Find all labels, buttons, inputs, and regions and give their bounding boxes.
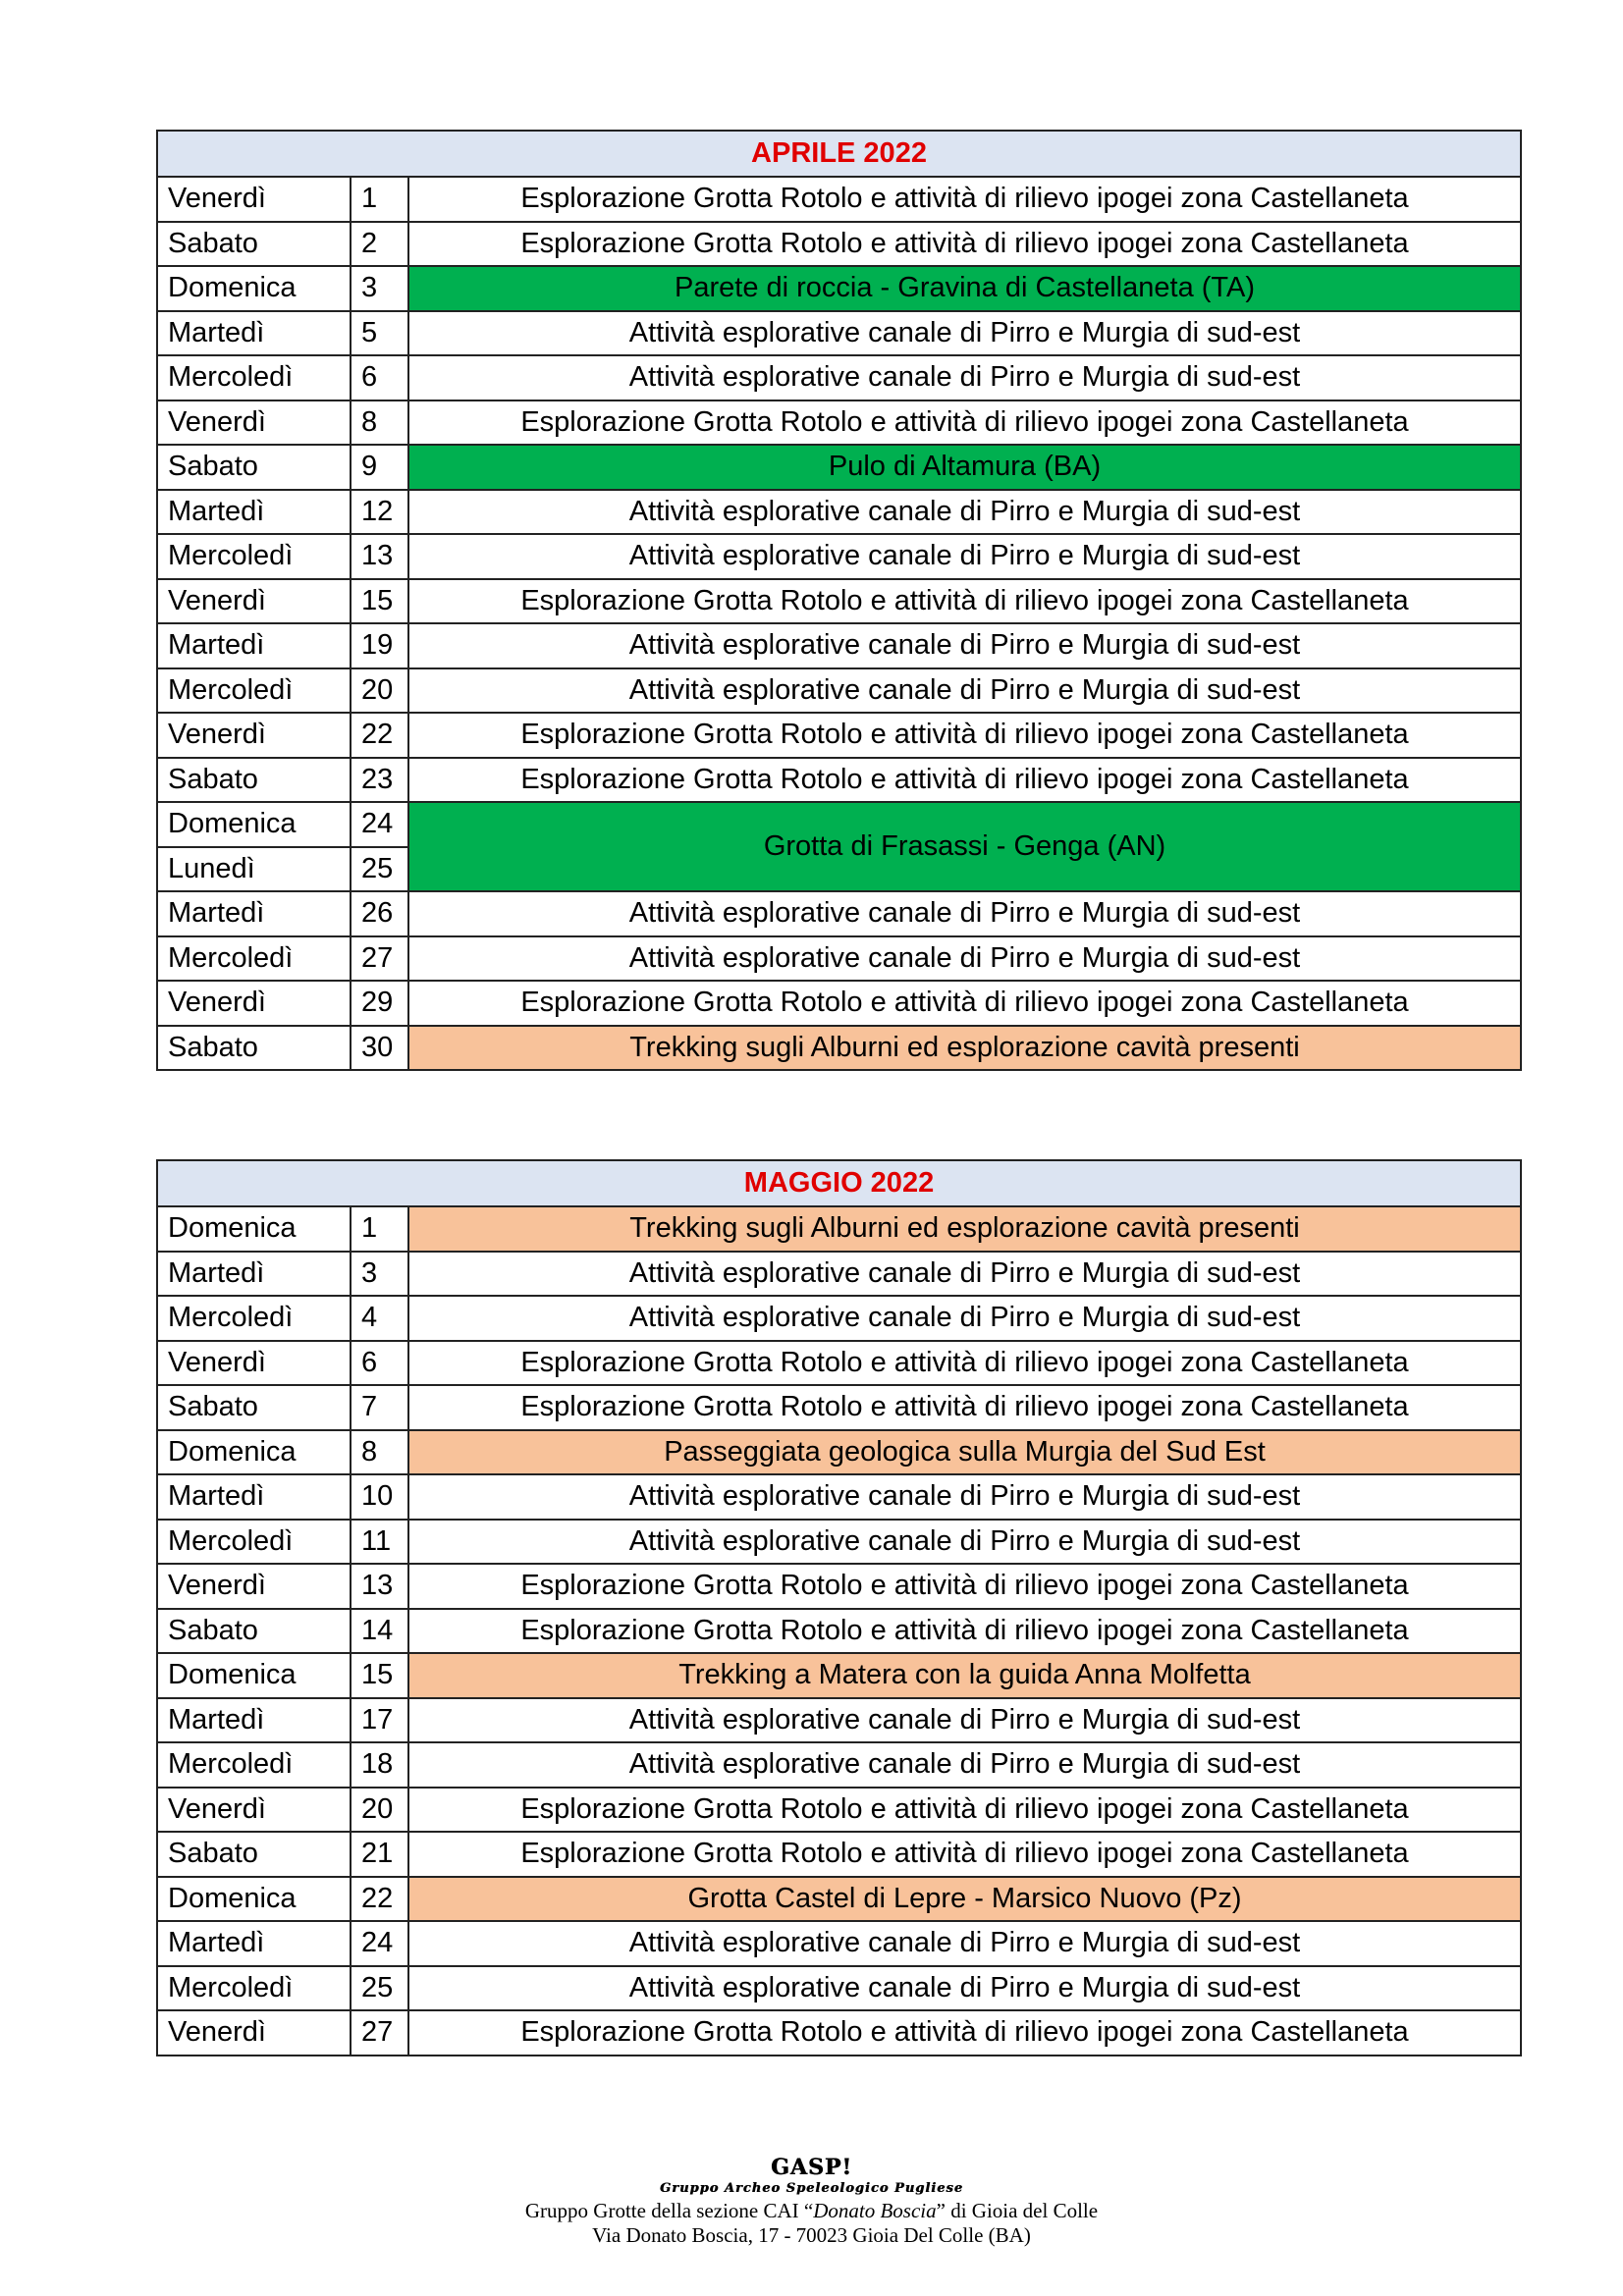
activity-cell: Grotta Castel di Lepre - Marsico Nuovo (Pz)	[408, 1877, 1521, 1922]
activity-cell: Esplorazione Grotta Rotolo e attività di rilievo ipogei zona Castellaneta	[408, 1564, 1521, 1609]
day-name-cell: Venerdì	[157, 981, 351, 1026]
day-number-cell: 3	[351, 1252, 408, 1297]
activity-cell: Attività esplorative canale di Pirro e Murgia di sud-est	[408, 355, 1521, 400]
activity-cell: Esplorazione Grotta Rotolo e attività di rilievo ipogei zona Castellaneta	[408, 1341, 1521, 1386]
day-number-cell: 1	[351, 1206, 408, 1252]
day-number-cell: 17	[351, 1698, 408, 1743]
table-row	[157, 623, 1521, 668]
table-row	[157, 1788, 1521, 1833]
day-name-cell: Domenica	[157, 802, 351, 847]
day-name-cell: Mercoledì	[157, 668, 351, 714]
day-name-cell: Sabato	[157, 445, 351, 490]
day-number-cell: 20	[351, 668, 408, 714]
footer-line-1-name: Donato Boscia	[813, 2199, 937, 2222]
activity-cell: Attività esplorative canale di Pirro e Murgia di sud-est	[408, 1742, 1521, 1788]
footer-line-1-post: ” di Gioia del Colle	[936, 2199, 1099, 2222]
table-row	[157, 490, 1521, 535]
day-number-cell: 19	[351, 623, 408, 668]
footer-line-1-pre: Gruppo Grotte della sezione CAI “	[524, 2199, 814, 2222]
activity-cell: Esplorazione Grotta Rotolo e attività di rilievo ipogei zona Castellaneta	[408, 177, 1521, 222]
day-name-cell: Mercoledì	[157, 534, 351, 579]
footer-line-1	[0, 2199, 1623, 2223]
day-name-cell: Sabato	[157, 1832, 351, 1877]
activity-cell: Esplorazione Grotta Rotolo e attività di rilievo ipogei zona Castellaneta	[408, 758, 1521, 803]
activity-cell: Attività esplorative canale di Pirro e Murgia di sud-est	[408, 1252, 1521, 1297]
table-row	[157, 1609, 1521, 1654]
activity-cell: Attività esplorative canale di Pirro e Murgia di sud-est	[408, 623, 1521, 668]
activity-cell: Esplorazione Grotta Rotolo e attività di rilievo ipogei zona Castellaneta	[408, 579, 1521, 624]
day-name-cell: Venerdì	[157, 1788, 351, 1833]
calendar-table-april	[156, 130, 1522, 1071]
day-number-cell: 1	[351, 177, 408, 222]
day-name-cell: Martedì	[157, 1921, 351, 1966]
day-number-cell: 24	[351, 1921, 408, 1966]
day-number-cell: 6	[351, 355, 408, 400]
day-name-cell: Mercoledì	[157, 1966, 351, 2011]
table-row	[157, 1430, 1521, 1475]
activity-cell: Trekking sugli Alburni ed esplorazione cavità presenti	[408, 1026, 1521, 1071]
table-row	[157, 758, 1521, 803]
day-number-cell: 30	[351, 1026, 408, 1071]
table-row	[157, 1341, 1521, 1386]
day-number-cell: 22	[351, 713, 408, 758]
activity-cell: Attività esplorative canale di Pirro e Murgia di sud-est	[408, 1966, 1521, 2011]
day-number-cell: 18	[351, 1742, 408, 1788]
day-name-cell: Martedì	[157, 1698, 351, 1743]
day-name-cell: Lunedì	[157, 847, 351, 892]
day-name-cell: Sabato	[157, 1026, 351, 1071]
activity-cell: Esplorazione Grotta Rotolo e attività di rilievo ipogei zona Castellaneta	[408, 222, 1521, 267]
table-row	[157, 1832, 1521, 1877]
day-name-cell: Domenica	[157, 1877, 351, 1922]
day-name-cell: Sabato	[157, 1609, 351, 1654]
activity-cell: Attività esplorative canale di Pirro e Murgia di sud-est	[408, 936, 1521, 982]
table-row	[157, 936, 1521, 982]
day-name-cell: Sabato	[157, 758, 351, 803]
table-row	[157, 311, 1521, 356]
day-number-cell: 26	[351, 891, 408, 936]
table-row	[157, 266, 1521, 311]
org-logo-subtitle: Gruppo Archeo Speleologico Pugliese	[660, 2181, 963, 2196]
day-name-cell: Domenica	[157, 1653, 351, 1698]
day-number-cell: 4	[351, 1296, 408, 1341]
activity-cell: Attività esplorative canale di Pirro e Murgia di sud-est	[408, 1698, 1521, 1743]
activity-cell: Attività esplorative canale di Pirro e Murgia di sud-est	[408, 311, 1521, 356]
activity-cell: Trekking a Matera con la guida Anna Molfetta	[408, 1653, 1521, 1698]
activity-cell: Esplorazione Grotta Rotolo e attività di rilievo ipogei zona Castellaneta	[408, 1609, 1521, 1654]
day-number-cell: 23	[351, 758, 408, 803]
activity-cell: Attività esplorative canale di Pirro e Murgia di sud-est	[408, 1474, 1521, 1520]
activity-cell: Esplorazione Grotta Rotolo e attività di rilievo ipogei zona Castellaneta	[408, 1385, 1521, 1430]
day-number-cell: 13	[351, 1564, 408, 1609]
day-number-cell: 15	[351, 1653, 408, 1698]
table-row	[157, 579, 1521, 624]
activity-cell: Esplorazione Grotta Rotolo e attività di rilievo ipogei zona Castellaneta	[408, 713, 1521, 758]
day-name-cell: Mercoledì	[157, 355, 351, 400]
activity-cell: Esplorazione Grotta Rotolo e attività di rilievo ipogei zona Castellaneta	[408, 1832, 1521, 1877]
day-name-cell: Martedì	[157, 1252, 351, 1297]
calendar-table-may	[156, 1159, 1522, 2056]
table-row	[157, 1742, 1521, 1788]
activity-cell: Attività esplorative canale di Pirro e Murgia di sud-est	[408, 534, 1521, 579]
day-number-cell: 21	[351, 1832, 408, 1877]
day-name-cell: Martedì	[157, 891, 351, 936]
table-row	[157, 1474, 1521, 1520]
day-name-cell: Mercoledì	[157, 1296, 351, 1341]
table-row	[157, 891, 1521, 936]
activity-cell: Parete di roccia - Gravina di Castellaneta (TA)	[408, 266, 1521, 311]
day-name-cell: Domenica	[157, 1206, 351, 1252]
table-row	[157, 400, 1521, 446]
day-name-cell: Venerdì	[157, 2010, 351, 2056]
month-title-april: APRILE 2022	[157, 131, 1521, 177]
day-number-cell: 15	[351, 579, 408, 624]
org-logo-text: GASP!	[771, 2155, 852, 2180]
activity-cell: Pulo di Altamura (BA)	[408, 445, 1521, 490]
table-row	[157, 1877, 1521, 1922]
day-name-cell: Martedì	[157, 623, 351, 668]
day-number-cell: 27	[351, 2010, 408, 2056]
day-name-cell: Mercoledì	[157, 1520, 351, 1565]
activity-cell: Esplorazione Grotta Rotolo e attività di rilievo ipogei zona Castellaneta	[408, 1788, 1521, 1833]
activity-cell: Attività esplorative canale di Pirro e Murgia di sud-est	[408, 1520, 1521, 1565]
table-row	[157, 1385, 1521, 1430]
day-number-cell: 9	[351, 445, 408, 490]
day-name-cell: Martedì	[157, 1474, 351, 1520]
month-title-may: MAGGIO 2022	[157, 1160, 1521, 1206]
day-name-cell: Venerdì	[157, 579, 351, 624]
day-number-cell: 11	[351, 1520, 408, 1565]
day-name-cell: Mercoledì	[157, 1742, 351, 1788]
day-number-cell: 13	[351, 534, 408, 579]
table-row	[157, 1252, 1521, 1297]
day-number-cell: 10	[351, 1474, 408, 1520]
activity-cell: Trekking sugli Alburni ed esplorazione cavità presenti	[408, 1206, 1521, 1252]
table-row	[157, 802, 1521, 847]
day-name-cell: Martedì	[157, 311, 351, 356]
table-row	[157, 222, 1521, 267]
activity-cell: Esplorazione Grotta Rotolo e attività di rilievo ipogei zona Castellaneta	[408, 2010, 1521, 2056]
day-number-cell: 2	[351, 222, 408, 267]
day-number-cell: 20	[351, 1788, 408, 1833]
activity-cell: Grotta di Frasassi - Genga (AN)	[408, 802, 1521, 891]
day-name-cell: Venerdì	[157, 1341, 351, 1386]
table-row	[157, 177, 1521, 222]
day-number-cell: 27	[351, 936, 408, 982]
day-name-cell: Venerdì	[157, 1564, 351, 1609]
day-name-cell: Martedì	[157, 490, 351, 535]
day-number-cell: 8	[351, 1430, 408, 1475]
day-name-cell: Venerdì	[157, 177, 351, 222]
activity-cell: Esplorazione Grotta Rotolo e attività di rilievo ipogei zona Castellaneta	[408, 400, 1521, 446]
table-row	[157, 1520, 1521, 1565]
day-number-cell: 29	[351, 981, 408, 1026]
table-row	[157, 1026, 1521, 1071]
day-number-cell: 7	[351, 1385, 408, 1430]
day-number-cell: 5	[351, 311, 408, 356]
table-row	[157, 981, 1521, 1026]
day-name-cell: Domenica	[157, 266, 351, 311]
day-name-cell: Domenica	[157, 1430, 351, 1475]
day-number-cell: 25	[351, 847, 408, 892]
table-row	[157, 1653, 1521, 1698]
table-row	[157, 1921, 1521, 1966]
table-row	[157, 355, 1521, 400]
day-name-cell: Sabato	[157, 222, 351, 267]
table-row	[157, 668, 1521, 714]
day-number-cell: 24	[351, 802, 408, 847]
table-row	[157, 2010, 1521, 2056]
activity-cell: Passeggiata geologica sulla Murgia del Sud Est	[408, 1430, 1521, 1475]
day-number-cell: 14	[351, 1609, 408, 1654]
table-row	[157, 1564, 1521, 1609]
activity-cell: Esplorazione Grotta Rotolo e attività di rilievo ipogei zona Castellaneta	[408, 981, 1521, 1026]
activity-cell: Attività esplorative canale di Pirro e Murgia di sud-est	[408, 490, 1521, 535]
page-footer	[0, 2156, 1623, 2248]
activity-cell: Attività esplorative canale di Pirro e Murgia di sud-est	[408, 668, 1521, 714]
day-number-cell: 8	[351, 400, 408, 446]
day-number-cell: 25	[351, 1966, 408, 2011]
day-name-cell: Venerdì	[157, 713, 351, 758]
table-row	[157, 1698, 1521, 1743]
table-row	[157, 445, 1521, 490]
day-name-cell: Venerdì	[157, 400, 351, 446]
activity-cell: Attività esplorative canale di Pirro e Murgia di sud-est	[408, 1296, 1521, 1341]
table-row	[157, 713, 1521, 758]
day-name-cell: Mercoledì	[157, 936, 351, 982]
day-number-cell: 3	[351, 266, 408, 311]
footer-address: Via Donato Boscia, 17 - 70023 Gioia Del Colle (BA)	[592, 2223, 1031, 2247]
day-number-cell: 12	[351, 490, 408, 535]
day-number-cell: 22	[351, 1877, 408, 1922]
table-row	[157, 1296, 1521, 1341]
day-number-cell: 6	[351, 1341, 408, 1386]
month-header-row	[157, 131, 1521, 177]
day-name-cell: Sabato	[157, 1385, 351, 1430]
activity-cell: Attività esplorative canale di Pirro e Murgia di sud-est	[408, 891, 1521, 936]
month-header-row	[157, 1160, 1521, 1206]
table-row	[157, 1206, 1521, 1252]
activity-cell: Attività esplorative canale di Pirro e Murgia di sud-est	[408, 1921, 1521, 1966]
table-row	[157, 534, 1521, 579]
table-row	[157, 1966, 1521, 2011]
